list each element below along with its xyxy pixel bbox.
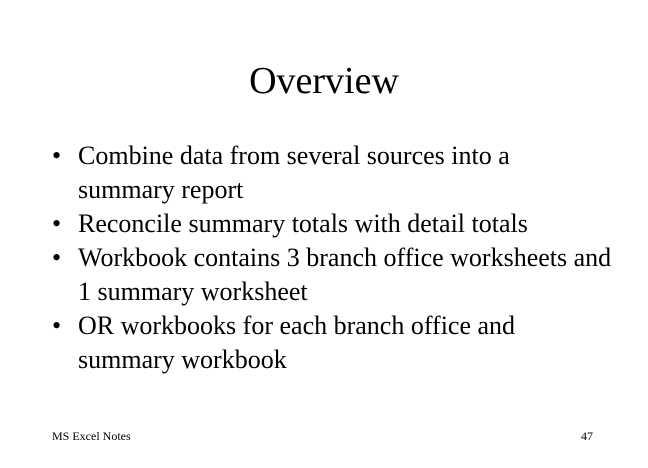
bullet-item (52, 309, 612, 377)
bullet-text: Reconcile summary totals with detail totals (78, 209, 528, 238)
bullet-icon: • (52, 209, 62, 238)
bullet-text: Combine data from several sources into a summary report (78, 141, 510, 204)
page-number: 47 (581, 429, 593, 443)
slide-title: Overview (249, 60, 399, 102)
bullet-text: Workbook contains 3 branch office worksheets and 1 summary worksheet (78, 243, 612, 306)
bullet-icon: • (52, 243, 62, 272)
bullet-list (52, 139, 612, 377)
bullet-item (52, 139, 612, 207)
bullet-icon: • (52, 311, 62, 340)
bullet-icon: • (52, 141, 62, 170)
bullet-item (52, 207, 612, 241)
bullet-text: OR workbooks for each branch office and summary workbook (78, 311, 516, 374)
bullet-item (52, 241, 612, 309)
footer-label: MS Excel Notes (52, 429, 131, 443)
